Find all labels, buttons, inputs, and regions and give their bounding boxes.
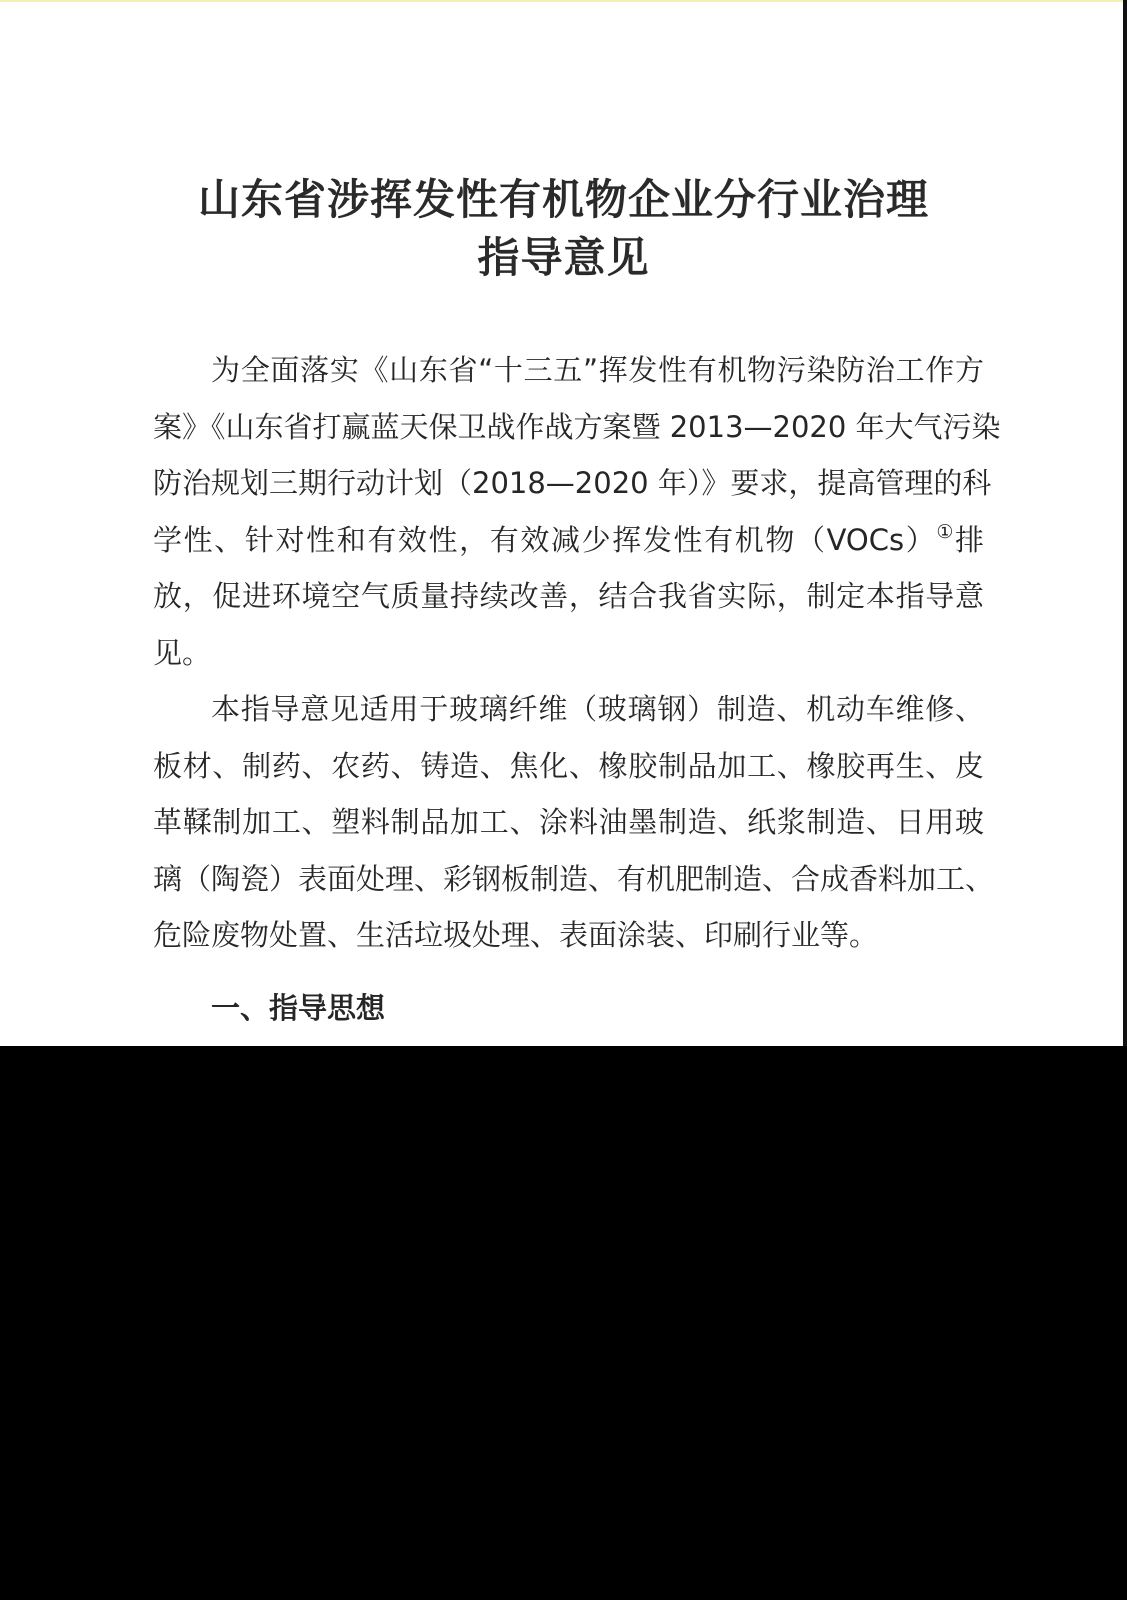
paragraph-2-line-5: 危险废物处置、生活垃圾处理、表面涂装、印刷行业等。 bbox=[153, 918, 879, 952]
paragraph-2-line-3: 革鞣制加工、塑料制品加工、涂料油墨制造、纸浆制造、日用玻 bbox=[153, 805, 984, 839]
document-title-line-1: 山东省涉挥发性有机物企业分行业治理 bbox=[197, 175, 929, 224]
scan-top-edge bbox=[0, 0, 1127, 2]
paragraph-1-line-5: 放，促进环境空气质量持续改善，结合我省实际，制定本指导意 bbox=[153, 579, 984, 613]
paragraph-1-line-1: 为全面落实《山东省“十三五”挥发性有机物污染防治工作方 bbox=[211, 353, 984, 387]
paragraph-2-line-1: 本指导意见适用于玻璃纤维（玻璃钢）制造、机动车维修、 bbox=[211, 692, 984, 726]
footnote-mark[interactable]: ① bbox=[936, 521, 955, 543]
paragraph-2-line-4: 璃（陶瓷）表面处理、彩钢板制造、有机肥制造、合成香料加工、 bbox=[153, 862, 995, 896]
paragraph-1-line-4-text: 学性、针对性和有效性，有效减少挥发性有机物（VOCs） bbox=[153, 523, 937, 557]
section-heading-guiding-ideology: 一、指导思想 bbox=[211, 991, 386, 1025]
blank-black-region bbox=[0, 1046, 1127, 1600]
paragraph-1-line-4-end: 排 bbox=[954, 523, 984, 557]
paragraph-1-line-3: 防治规划三期行动计划（2018—2020 年）》要求，提高管理的科 bbox=[153, 466, 992, 500]
scan-right-edge bbox=[1123, 0, 1127, 1046]
paragraph-1-line-2: 案》《山东省打赢蓝天保卫战作战方案暨 2013—2020 年大气污染 bbox=[153, 410, 1001, 444]
paragraph-1-line-4 bbox=[153, 522, 984, 562]
paragraph-2-line-2: 板材、制药、农药、铸造、焦化、橡胶制品加工、橡胶再生、皮 bbox=[153, 749, 984, 783]
document-title-line-2: 指导意见 bbox=[477, 233, 650, 282]
paragraph-1-line-6: 见。 bbox=[153, 636, 212, 670]
